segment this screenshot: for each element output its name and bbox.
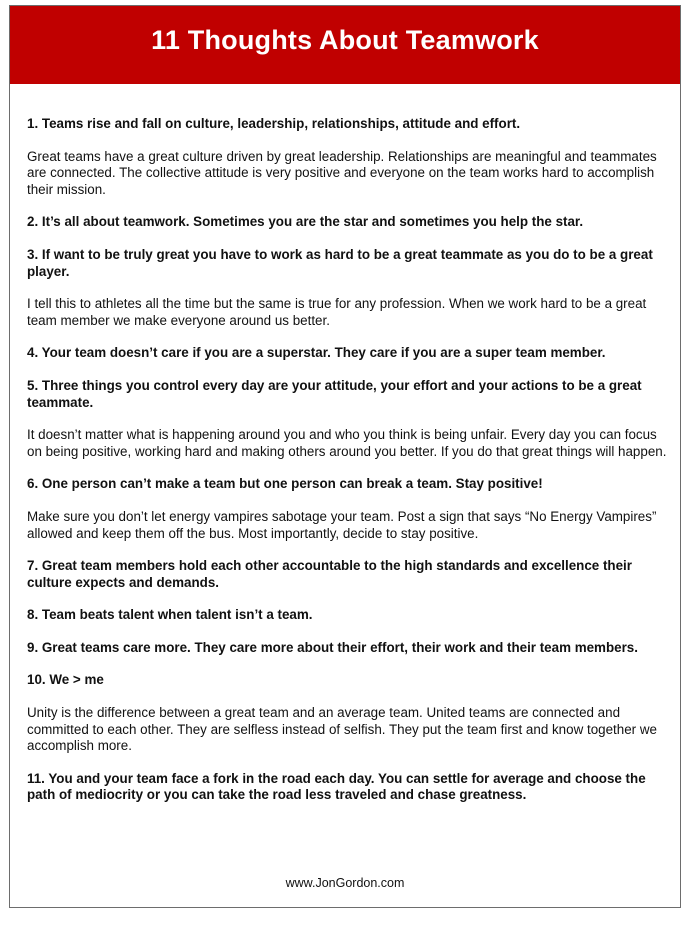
thought-6-body: Make sure you don’t let energy vampires sabotage your team. Post a sign that says “No Energy Vampires” allowed and keep them off the bus. Most importantly, decide to stay positive. <box>27 508 657 541</box>
thought-8-heading: 8. Team beats talent when talent isn’t a team. <box>27 607 313 623</box>
thought-3-heading: 3. If want to be truly great you have to work as hard to be a great teammate as you do to be a great player. <box>27 246 653 279</box>
thought-7-heading: 7. Great team members hold each other accountable to the high standards and excellence their culture expects and demands. <box>27 558 632 590</box>
document-frame <box>9 5 681 908</box>
thought-2-heading: 2. It’s all about teamwork. Sometimes you are the star and sometimes you help the star. <box>27 214 584 230</box>
thought-5-body: It doesn’t matter what is happening around you and who you think is being unfair. Every day you can focus on being positive, working hard and making others around you better. If you do that great things will happen. <box>27 427 667 459</box>
thought-6-heading: 6. One person can’t make a team but one person can break a team. Stay positive! <box>27 476 543 492</box>
thought-11-heading: 11. You and your team face a fork in the road each day. You can settle for average and choose the path of mediocrity or you can take the road less traveled and chase greatness. <box>27 770 646 803</box>
title-banner <box>10 6 680 84</box>
thought-3-body: I tell this to athletes all the time but the same is true for any profession. When we work hard to be a great team member we make everyone around us better. <box>27 296 647 328</box>
thought-9-heading: 9. Great teams care more. They care more about their effort, their work and their team members. <box>27 639 638 655</box>
thought-1-heading: 1. Teams rise and fall on culture, leadership, relationships, attitude and effort. <box>27 116 521 131</box>
footer-url: www.JonGordon.com <box>285 876 405 890</box>
thought-1-body: Great teams have a great culture driven by great leadership. Relationships are meaningful and teammates are connected. The collective attitude is very positive and everyone on the team works hard to accomplish their mission. <box>27 148 657 197</box>
document-body <box>27 116 673 820</box>
page-title: 11 Thoughts About Teamwork <box>151 24 539 55</box>
thought-10-heading: 10. We > me <box>27 672 104 688</box>
thought-5-heading: 5. Three things you control every day are your attitude, your effort and your actions to be a great teammate. <box>27 377 642 410</box>
thought-10-body: Unity is the difference between a great team and an average team. United teams are connected and committed to each other. They are selfless instead of selfish. They put the team first and know together we accomplish more. <box>27 705 657 754</box>
thought-4-heading: 4. Your team doesn’t care if you are a superstar. They care if you are a super team member. <box>27 345 606 361</box>
